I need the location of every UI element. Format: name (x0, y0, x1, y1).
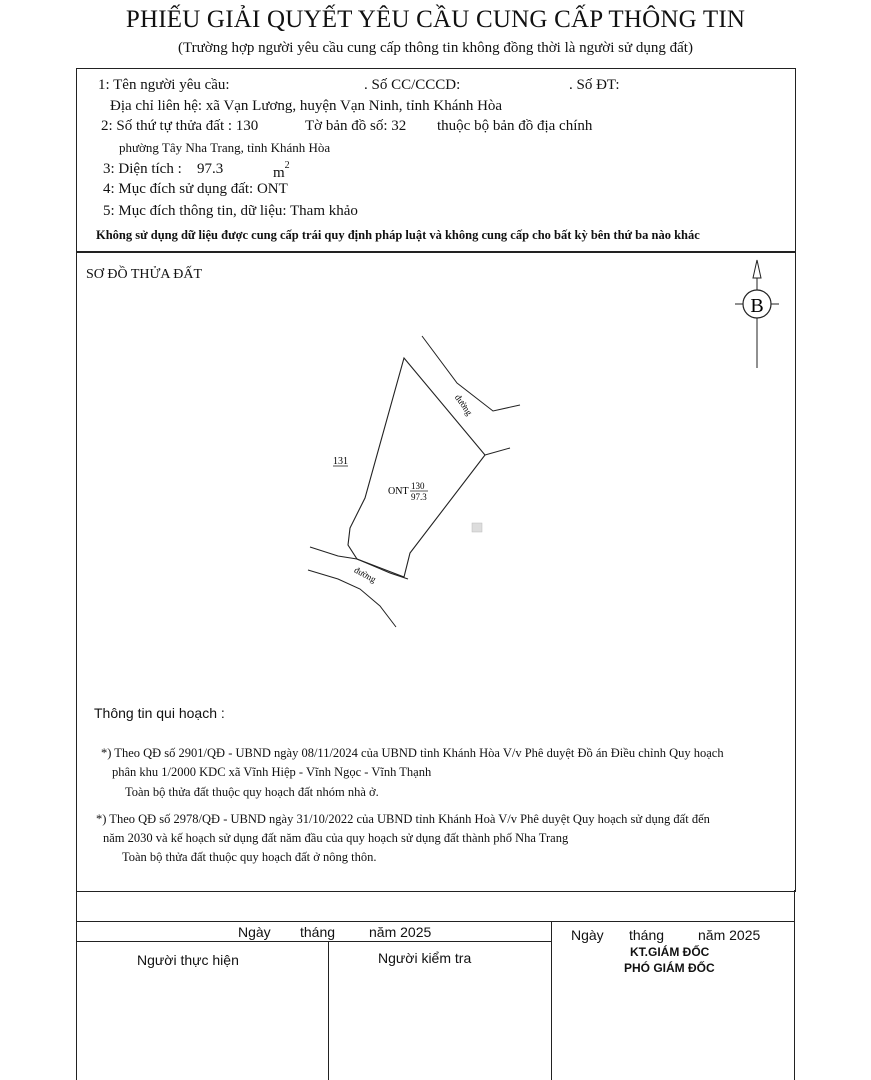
ward-province: phường Tây Nha Trang, tỉnh Khánh Hòa (119, 140, 331, 155)
road-label-top: đường (452, 392, 475, 418)
area-label: 3: Diện tích : (103, 161, 182, 177)
parcel-number: 2: Số thứ tự thửa đất : 130 (101, 118, 259, 134)
signature-divider-1 (328, 941, 329, 1080)
map-sheet: Tờ bản đồ số: 32 (305, 118, 407, 134)
id-number-label: . Số CC/CCCD: (364, 77, 461, 93)
date-left-month: tháng (300, 924, 336, 940)
contact-address: Địa chỉ liên hệ: xã Vạn Lương, huyện Vạn Ninh, tỉnh Khánh Hòa (110, 98, 503, 114)
date-left-day: Ngày (238, 924, 271, 940)
signature-top-line (76, 921, 795, 922)
date-right-day: Ngày (571, 927, 604, 943)
planning-item1-line1: *) Theo QĐ số 2901/QĐ - UBND ngày 08/11/2024 của UBND tỉnh Khánh Hòa V/v Phê duyệt Đồ án Điều chỉnh Quy hoạch (101, 746, 724, 760)
checker-label: Người kiểm tra (378, 950, 472, 966)
land-use-purpose: 4: Mục đích sử dụng đất: ONT (103, 181, 288, 197)
area-value: 97.3 (197, 161, 224, 177)
performer-label: Người thực hiện (137, 952, 239, 968)
info-purpose: 5: Mục đích thông tin, dữ liệu: Tham khảo (103, 203, 358, 219)
signature-date-line (76, 941, 552, 942)
planning-heading: Thông tin qui hoạch : (94, 705, 225, 721)
date-left-year: năm 2025 (369, 924, 432, 940)
usage-warning: Không sử dụng dữ liệu được cung cấp trái quy định pháp luật và không cung cấp cho bất kỳ bên thứ ba nào khác (96, 228, 700, 242)
signature-right-border (794, 890, 795, 1080)
parcel-number-label: 130 (411, 481, 425, 491)
parcel-area-label: 97.3 (411, 492, 427, 502)
parcel-130-boundary (348, 358, 485, 577)
phone-label: . Số ĐT: (569, 77, 620, 93)
document-subtitle: (Trường hợp người yêu cầu cung cấp thông tin không đồng thời là người sử dụng đất) (178, 40, 693, 56)
signature-divider-2 (551, 921, 552, 1080)
neighbor-parcel-label: 131 (333, 456, 348, 467)
north-arrow (735, 260, 779, 368)
signature-left-border (76, 890, 77, 1080)
planning-item2-note: Toàn bộ thửa đất thuộc quy hoạch đất ở nông thôn. (122, 850, 377, 864)
date-right-month: tháng (629, 927, 665, 943)
planning-item1-note: Toàn bộ thửa đất thuộc quy hoạch đất nhóm nhà ở. (125, 785, 379, 799)
planning-item1-line2: phân khu 1/2000 KDC xã Vĩnh Hiệp - Vĩnh Ngọc - Vĩnh Thạnh (112, 765, 432, 779)
road-label-bottom: đường (352, 564, 378, 585)
land-code-label: ONT (388, 486, 409, 497)
area-unit-text: m (273, 165, 285, 181)
area-unit-sup: 2 (284, 160, 290, 171)
north-symbol: B (750, 295, 764, 317)
requester-label: 1: Tên người yêu cầu: (98, 77, 230, 93)
map-set: thuộc bộ bản đồ địa chính (437, 118, 593, 134)
date-right-year: năm 2025 (698, 927, 761, 943)
deputy-director-title: PHÓ GIÁM ĐỐC (624, 961, 715, 975)
planning-item2-line1: *) Theo QĐ số 2978/QĐ - UBND ngày 31/10/2022 của UBND tỉnh Khánh Hoà V/v Phê duyệt Quy hoạch sử dụng đất đến (96, 812, 710, 826)
director-title: KT.GIÁM ĐỐC (630, 945, 710, 959)
map-section-title: SƠ ĐỒ THỬA ĐẤT (86, 267, 202, 282)
small-mark (472, 523, 482, 532)
document-title: PHIẾU GIẢI QUYẾT YÊU CẦU CUNG CẤP THÔNG TIN (125, 6, 746, 33)
planning-item2-line2: năm 2030 và kế hoạch sử dụng đất năm đầu của quy hoạch sử dụng đất thành phố Nha Trang (103, 831, 569, 845)
